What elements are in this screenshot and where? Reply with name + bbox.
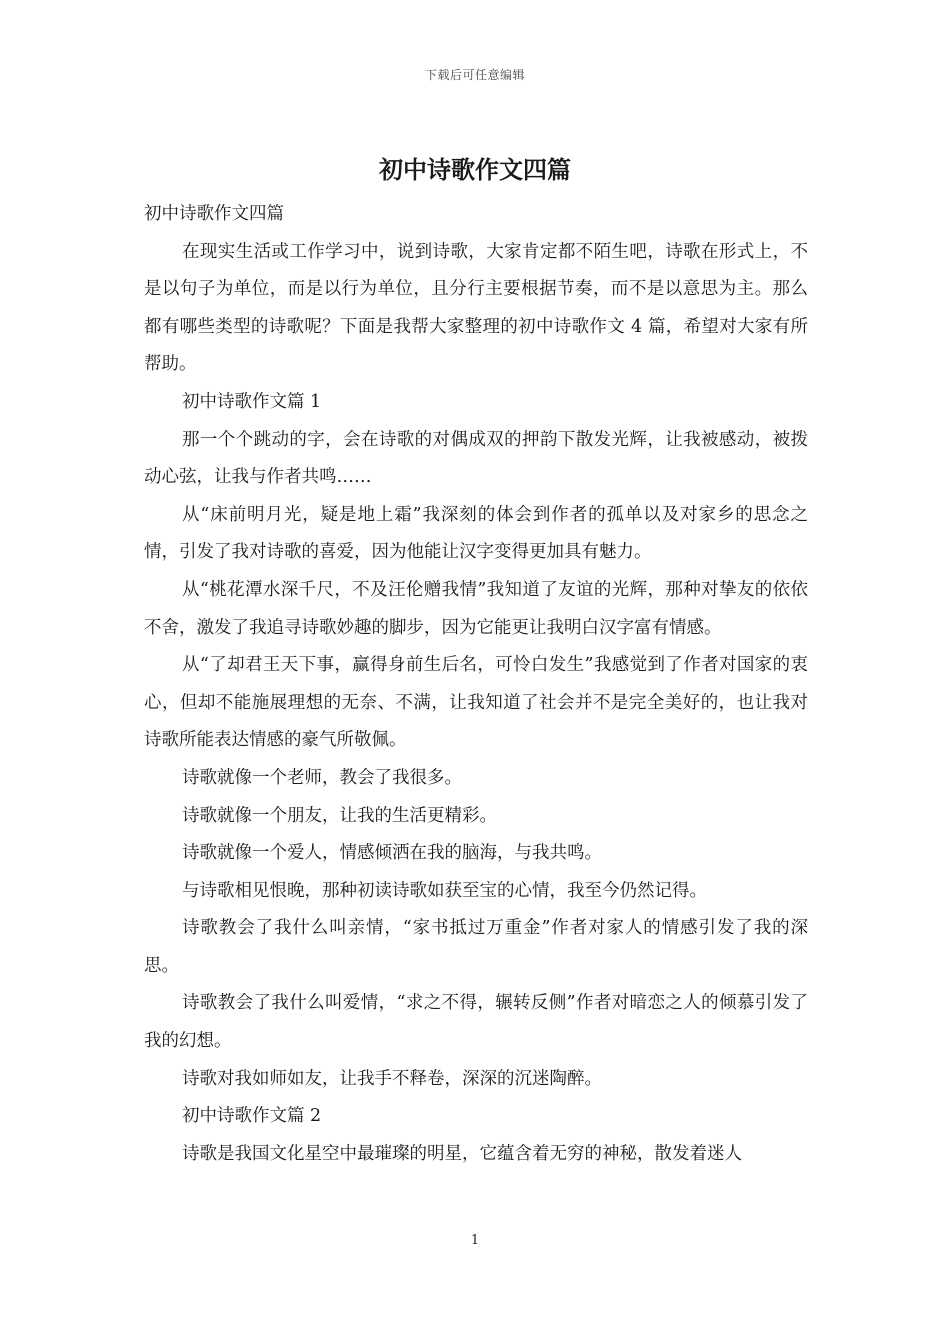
body-paragraph: 从“桃花潭水深千尺，不及汪伦赠我情”我知道了友谊的光辉，那种对挚友的依依不舍，激发了我追寻诗歌妙趣的脚步，因为它能更让我明白汉字富有情感。 [144,579,808,638]
body-paragraph: 诗歌就像一个老师，教会了我很多。 [182,767,462,788]
body-paragraph: 从“了却君王天下事，赢得身前生后名，可怜白发生”我感觉到了作者对国家的衷心，但却不能施展理想的无奈、不满，让我知道了社会并不是完全美好的，也让我对诗歌所能表达情感的豪气所敬佩。 [144,655,808,751]
body-paragraph: 从“床前明月光，疑是地上霜”我深刻的体会到作者的孤单以及对家乡的思念之情，引发了我对诗歌的喜爱，因为他能让汉字变得更加具有魅力。 [144,504,808,563]
document-body [144,196,808,1173]
header-note: 下载后可任意编辑 [424,68,525,82]
body-paragraph: 诗歌对我如师如友，让我手不释卷，深深的沉迷陶醉。 [182,1068,602,1089]
page-number: 1 [470,1233,480,1248]
body-paragraph: 那一个个跳动的字，会在诗歌的对偶成双的押韵下散发光辉，让我被感动，被拨动心弦，让我与作者共鸣…… [144,429,808,488]
document-title: 初中诗歌作文四篇 [379,155,571,184]
body-paragraph: 与诗歌相见恨晚，那种初读诗歌如获至宝的心情，我至今仍然记得。 [182,880,707,901]
body-paragraph: 诗歌是我国文化星空中最璀璨的明星，它蕴含着无穷的神秘，散发着迷人 [182,1143,742,1164]
body-paragraph: 诗歌教会了我什么叫亲情，“家书抵过万重金”作者对家人的情感引发了我的深思。 [144,918,808,976]
body-paragraph: 诗歌就像一个朋友，让我的生活更精彩。 [182,805,497,826]
document-subtitle: 初中诗歌作文四篇 [144,204,284,224]
body-paragraph: 诗歌就像一个爱人，情感倾洒在我的脑海，与我共鸣。 [182,843,602,864]
body-paragraph: 初中诗歌作文篇 1 [182,391,322,412]
body-paragraph: 在现实生活或工作学习中，说到诗歌，大家肯定都不陌生吧，诗歌在形式上，不是以句子为单位，而是以行为单位，且分行主要根据节奏，而不是以意思为主。那么都有哪些类型的诗歌呢？下面是我帮大家整理的初中诗歌作文 4 篇，希望对大家有所帮助。 [144,241,808,375]
body-paragraph: 诗歌教会了我什么叫爱情，“求之不得，辗转反侧”作者对暗恋之人的倾慕引发了我的幻想。 [144,993,808,1052]
body-paragraph: 初中诗歌作文篇 2 [182,1106,322,1127]
